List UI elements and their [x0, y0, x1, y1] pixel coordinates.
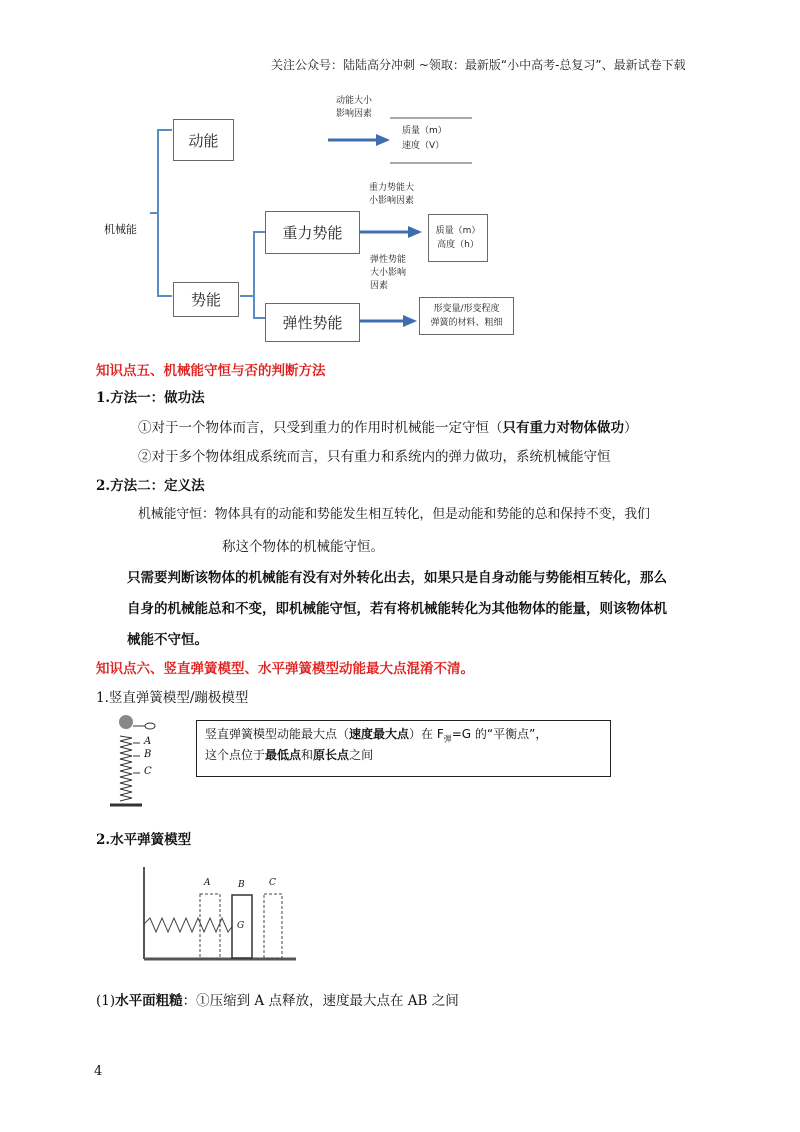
grav-factors-box: 质量（m） 高度（h） [428, 214, 488, 262]
h-label-g: G [237, 921, 245, 931]
diagram-lines [0, 0, 800, 350]
energy-diagram [0, 0, 800, 350]
definition-line1: 机械能守恒：物体具有的动能和势能发生相互转化，但是动能和势能的总和保持不变，我们 [138, 507, 650, 522]
section6-title: 知识点六、竖直弹簧模型、水平弹簧模型动能最大点混淆不清。 [96, 661, 474, 677]
elastic-factors-box: 形变量/形变程度 弹簧的材料、粗细 [419, 297, 514, 335]
grav-factor-label: 重力势能大 小影响因素 [369, 183, 415, 206]
kinetic-factors: 质量（m） 速度（V） [402, 126, 447, 151]
spring-label-a: A [144, 736, 152, 747]
method1-item1: ①对于一个物体而言，只受到重力的作用时机械能一定守恒（只有重力对物体做功） [138, 420, 638, 436]
method2-title: 2.方法二：定义法 [96, 478, 205, 494]
spring-label-b: B [144, 749, 152, 760]
elastic-box: 弹性势能 [265, 303, 360, 342]
vertical-spring-figure [100, 710, 170, 810]
horizontal-spring-figure [138, 862, 298, 967]
kinetic-factor-label: 动能大小 影响因素 [336, 96, 373, 119]
rough-surface-line: (1)水平面粗糙：①压缩到 A 点释放，速度最大点在 AB 之间 [96, 993, 459, 1009]
note-line2: 自身的机械能总和不变，即机械能守恒，若有将机械能转化为其他物体的能量，则该物体机 [127, 601, 667, 617]
horizontal-model-title: 2.水平弹簧模型 [96, 832, 192, 848]
vertical-spring-svg [100, 710, 170, 810]
method1-item2: ②对于多个物体组成系统而言，只有重力和系统内的弹力做功，系统机械能守恒 [138, 449, 611, 465]
page-number: 4 [94, 1064, 103, 1079]
kinetic-box: 动能 [173, 119, 234, 161]
elastic-factor-label: 弹性势能 大小影响 因素 [370, 255, 407, 291]
note-line1: 只需要判断该物体的机械能有没有对外转化出去，如果只是自身动能与势能相互转化，那么 [127, 570, 667, 586]
spring-label-c: C [144, 766, 152, 777]
root-label: 机械能 [104, 223, 137, 236]
section5-title: 知识点五、机械能守恒与否的判断方法 [96, 363, 326, 379]
method1-title: 1.方法一：做功法 [96, 390, 205, 406]
h-label-a: A [204, 878, 211, 888]
vertical-model-title: 1.竖直弹簧模型/蹦极模型 [96, 690, 249, 706]
vertical-spring-box: 竖直弹簧模型动能最大点（速度最大点）在 $F_弹=G$ 的“平衡点”， 这个点位于最低点和原长点之间 [196, 720, 611, 777]
h-label-c: C [269, 878, 276, 888]
potential-box: 势能 [173, 282, 239, 317]
gravitational-box: 重力势能 [265, 211, 360, 254]
page-header: 关注公众号：陆陆高分冲刺 ~领取：最新版“小中高考-总复习”、最新试卷下载 [271, 58, 686, 72]
h-label-b: B [238, 880, 245, 890]
definition-line2: 称这个物体的机械能守恒。 [222, 539, 384, 555]
note-line3: 械能不守恒。 [127, 632, 208, 648]
